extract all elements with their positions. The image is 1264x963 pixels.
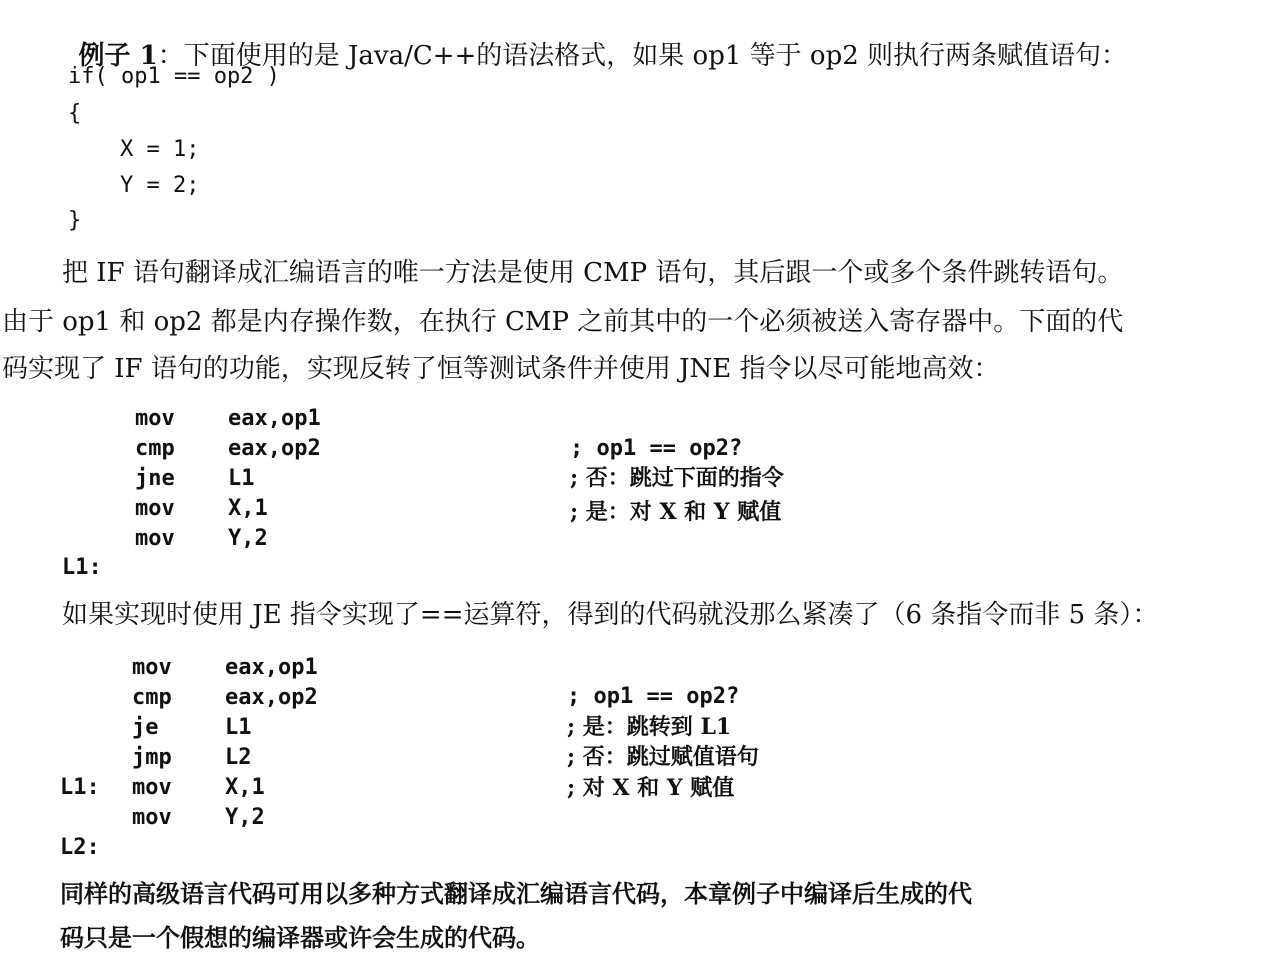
- code-line: Y = 2;: [120, 173, 200, 198]
- code-line: }: [68, 208, 82, 233]
- asm-operands: eax,op2: [225, 685, 318, 710]
- asm-operands: Y,2: [225, 805, 265, 830]
- note-line: 码只是一个假想的编译器或许会生成的代码。: [60, 923, 540, 952]
- asm-operands: X,1: [228, 496, 268, 521]
- asm-label: L1:: [62, 555, 102, 580]
- asm-operands: eax,op1: [225, 655, 318, 680]
- asm-operands: eax,op2: [228, 436, 321, 461]
- asm-label: L1:: [60, 775, 100, 800]
- asm-opcode: mov: [135, 406, 175, 431]
- asm-operands: eax,op1: [228, 406, 321, 431]
- asm-opcode: jne: [135, 466, 175, 491]
- asm-operands: L1: [228, 466, 255, 491]
- asm-opcode: mov: [135, 496, 175, 521]
- asm-comment: ; op1 == op2?: [570, 436, 743, 461]
- code-line: if( op1 == op2 ): [68, 64, 280, 89]
- asm-comment: ; 是：跳转到 L1: [567, 714, 732, 740]
- asm-operands: L1: [225, 715, 252, 740]
- asm-comment: ; op1 == op2?: [567, 684, 740, 709]
- asm-operands: X,1: [225, 775, 265, 800]
- code-line: X = 1;: [120, 137, 200, 162]
- paragraph-line: 由于 op1 和 op2 都是内存操作数，在执行 CMP 之前其中的一个必须被送入寄存器中。下面的代: [2, 307, 1124, 337]
- asm-opcode: mov: [132, 775, 172, 800]
- code-line: {: [68, 101, 82, 126]
- asm-opcode: cmp: [132, 685, 172, 710]
- paragraph-line: 码实现了 IF 语句的功能，实现反转了恒等测试条件并使用 JNE 指令以尽可能地高效：: [2, 354, 1000, 384]
- asm-comment: ; 对 X 和 Y 赋值: [567, 775, 735, 801]
- paragraph-je-explanation: 如果实现时使用 JE 指令实现了==运算符，得到的代码就没那么紧凑了（6 条指令而非 5 条）：: [62, 600, 1159, 630]
- paragraph-line: 把 IF 语句翻译成汇编语言的唯一方法是使用 CMP 语句，其后跟一个或多个条件跳转语句。: [62, 258, 1124, 288]
- asm-comment: ; 是：对 X 和 Y 赋值: [570, 499, 782, 525]
- asm-opcode: mov: [135, 526, 175, 551]
- asm-opcode: mov: [132, 655, 172, 680]
- note-line: 同样的高级语言代码可用以多种方式翻译成汇编语言代码，本章例子中编译后生成的代: [60, 879, 972, 908]
- asm-operands: Y,2: [228, 526, 268, 551]
- example-label: 例子 1: [78, 41, 158, 71]
- example-intro: ：下面使用的是 Java/C++的语法格式，如果 op1 等于 op2 则执行两条赋值语句：: [157, 41, 1128, 71]
- asm-opcode: jmp: [132, 745, 172, 770]
- asm-opcode: cmp: [135, 436, 175, 461]
- asm-comment: ; 否：跳过赋值语句: [567, 744, 759, 770]
- asm-label: L2:: [60, 835, 100, 860]
- asm-opcode: mov: [132, 805, 172, 830]
- asm-opcode: je: [132, 715, 159, 740]
- asm-comment: ; 否：跳过下面的指令: [570, 465, 784, 491]
- asm-operands: L2: [225, 745, 252, 770]
